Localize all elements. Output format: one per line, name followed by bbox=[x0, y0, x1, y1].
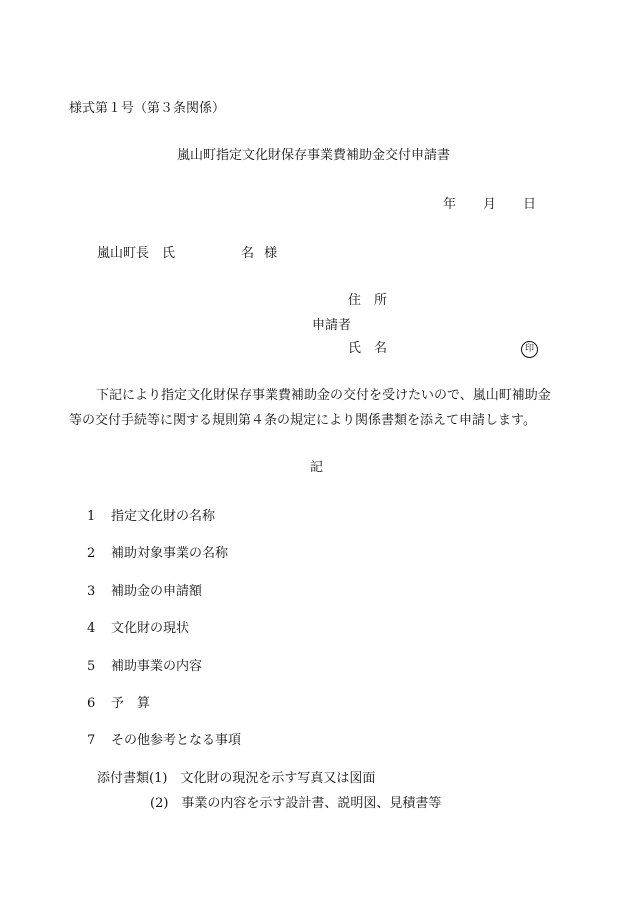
item-number: 4 bbox=[87, 621, 96, 636]
applicant-label: 申請者 bbox=[312, 318, 352, 333]
item-number: 1 bbox=[87, 509, 96, 524]
item-number: 2 bbox=[87, 546, 96, 561]
item-number: 7 bbox=[87, 733, 96, 748]
date-year-label: 年 bbox=[443, 197, 457, 212]
item-label: 補助事業の内容 bbox=[111, 659, 203, 674]
attachment-line-1: 添付書類(1) 文化財の現況を示す写真又は図面 bbox=[97, 771, 376, 786]
item-number: 3 bbox=[87, 584, 96, 599]
addressee-mayor: 嵐山町長 bbox=[97, 246, 150, 261]
item-label: 指定文化財の名称 bbox=[111, 509, 216, 524]
seal-mark: 印 bbox=[521, 341, 538, 358]
addressee-line bbox=[97, 246, 277, 262]
ki-heading: 記 bbox=[310, 460, 324, 475]
addressee-sama: 様 bbox=[264, 246, 278, 261]
date-day-label: 日 bbox=[523, 197, 537, 212]
body-text-line-1: 下記により指定文化財保存事業費補助金の交付を受けたいので、嵐山町補助金 bbox=[96, 388, 551, 403]
list-item bbox=[87, 546, 228, 562]
body-text-line-2: 等の交付手続等に関する規則第４条の規定により関係書類を添えて申請します。 bbox=[69, 413, 536, 428]
attachment-line-2: (2) 事業の内容を示す設計書、説明図、見積書等 bbox=[150, 796, 442, 811]
item-number: 6 bbox=[87, 696, 96, 711]
item-label: その他参考となる事項 bbox=[111, 733, 242, 748]
date-month-label: 月 bbox=[483, 197, 497, 212]
list-item bbox=[87, 584, 202, 600]
addressee-uji: 氏 bbox=[162, 246, 176, 261]
item-label: 補助対象事業の名称 bbox=[111, 546, 229, 561]
list-item bbox=[87, 621, 189, 637]
name-label: 氏 名 bbox=[348, 341, 388, 356]
item-label: 予 算 bbox=[111, 696, 151, 711]
item-label: 文化財の現状 bbox=[111, 621, 190, 636]
addressee-mei: 名 bbox=[241, 246, 255, 261]
item-label: 補助金の申請額 bbox=[111, 584, 203, 599]
list-item bbox=[87, 696, 150, 712]
list-item bbox=[87, 509, 215, 525]
list-item bbox=[87, 659, 202, 675]
form-number-label: 様式第１号（第３条関係） bbox=[69, 101, 226, 116]
list-item bbox=[87, 733, 241, 749]
address-label: 住 所 bbox=[348, 293, 388, 308]
item-number: 5 bbox=[87, 659, 96, 674]
document-title: 嵐山町指定文化財保存事業費補助金交付申請書 bbox=[177, 148, 451, 163]
